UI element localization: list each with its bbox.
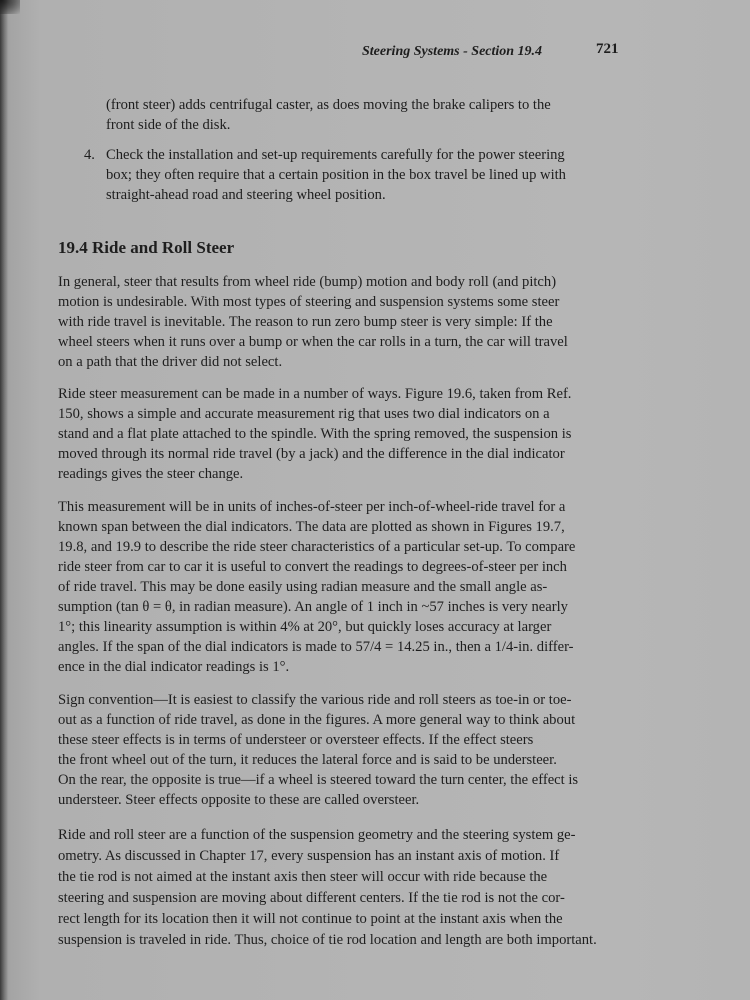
text-line: steering and suspension are moving about different centers. If the tie rod is not the cor- — [58, 890, 565, 906]
text-line: wheel steers when it runs over a bump or when the car rolls in a turn, the car will travel — [58, 334, 568, 350]
text-line: motion is undesirable. With most types of steering and suspension systems some steer — [58, 294, 560, 310]
text-line: ride steer from car to car it is useful to convert the readings to degrees-of-steer per inch — [58, 559, 567, 575]
text-line: these steer effects is in terms of understeer or oversteer effects. If the effect steers — [58, 732, 534, 748]
spine-shadow — [0, 0, 8, 1000]
section-heading: 19.4 Ride and Roll Steer — [58, 238, 235, 257]
text-line: suspension is traveled in ride. Thus, choice of tie rod location and length are both important. — [58, 932, 597, 948]
text-line: box; they often require that a certain position in the box travel be lined up with — [106, 167, 566, 183]
text-line: In general, steer that results from wheel ride (bump) motion and body roll (and pitch) — [58, 274, 557, 290]
text-line: stand and a flat plate attached to the spindle. With the spring removed, the suspension is — [58, 426, 572, 442]
text-line: understeer. Steer effects opposite to these are called oversteer. — [58, 792, 420, 808]
text-line: 150, shows a simple and accurate measurement rig that uses two dial indicators on a — [58, 406, 550, 422]
text-line: 19.8, and 19.9 to describe the ride steer characteristics of a particular set-up. To compare — [58, 539, 576, 555]
text-line: on a path that the driver did not select. — [58, 354, 283, 370]
text-line: (front steer) adds centrifugal caster, as does moving the brake calipers to the — [106, 97, 551, 113]
running-header: Steering Systems - Section 19.4 — [362, 44, 543, 59]
text-line: moved through its normal ride travel (by a jack) and the difference in the dial indicator — [58, 446, 565, 462]
text-line: Ride and roll steer are a function of the suspension geometry and the steering system ge- — [58, 827, 576, 843]
text-line: straight-ahead road and steering wheel position. — [106, 187, 386, 203]
text-line: out as a function of ride travel, as done in the figures. A more general way to think about — [58, 712, 576, 728]
text-line: Ride steer measurement can be made in a number of ways. Figure 19.6, taken from Ref. — [58, 386, 572, 402]
list-number: 4. — [84, 147, 95, 163]
text-line: ence in the dial indicator readings is 1°. — [58, 659, 290, 675]
text-line: of ride travel. This may be done easily using radian measure and the small angle as- — [58, 579, 548, 595]
text-line: Sign convention—It is easiest to classify the various ride and roll steers as toe-in or toe- — [58, 692, 572, 708]
text-line: This measurement will be in units of inches-of-steer per inch-of-wheel-ride travel for a — [58, 499, 566, 515]
text-line: Check the installation and set-up requirements carefully for the power steering — [106, 147, 565, 163]
text-line: front side of the disk. — [106, 117, 231, 133]
text-line: readings gives the steer change. — [58, 466, 244, 482]
text-line: 1°; this linearity assumption is within 4% at 20°, but quickly loses accuracy at larger — [58, 619, 552, 635]
text-line: the front wheel out of the turn, it reduces the lateral force and is said to be understeer. — [58, 752, 557, 768]
text-line: known span between the dial indicators. The data are plotted as shown in Figures 19.7, — [58, 519, 565, 535]
text-line: ometry. As discussed in Chapter 17, every suspension has an instant axis of motion. If — [58, 848, 560, 864]
text-line: On the rear, the opposite is true—if a wheel is steered toward the turn center, the effect is — [58, 772, 579, 788]
text-line: with ride travel is inevitable. The reason to run zero bump steer is very simple: If the — [58, 314, 553, 330]
text-line: the tie rod is not aimed at the instant axis then steer will occur with ride because the — [58, 869, 548, 885]
text-line: sumption (tan θ = θ, in radian measure). An angle of 1 inch in ~57 inches is very nearly — [58, 599, 568, 615]
text-line: rect length for its location then it will not continue to point at the instant axis when the — [58, 911, 563, 927]
text-line: angles. If the span of the dial indicators is made to 57/4 = 14.25 in., then a 1/4-in. differ- — [58, 639, 574, 655]
page-corner-shadow — [0, 0, 20, 14]
page-number: 721 — [596, 41, 619, 57]
